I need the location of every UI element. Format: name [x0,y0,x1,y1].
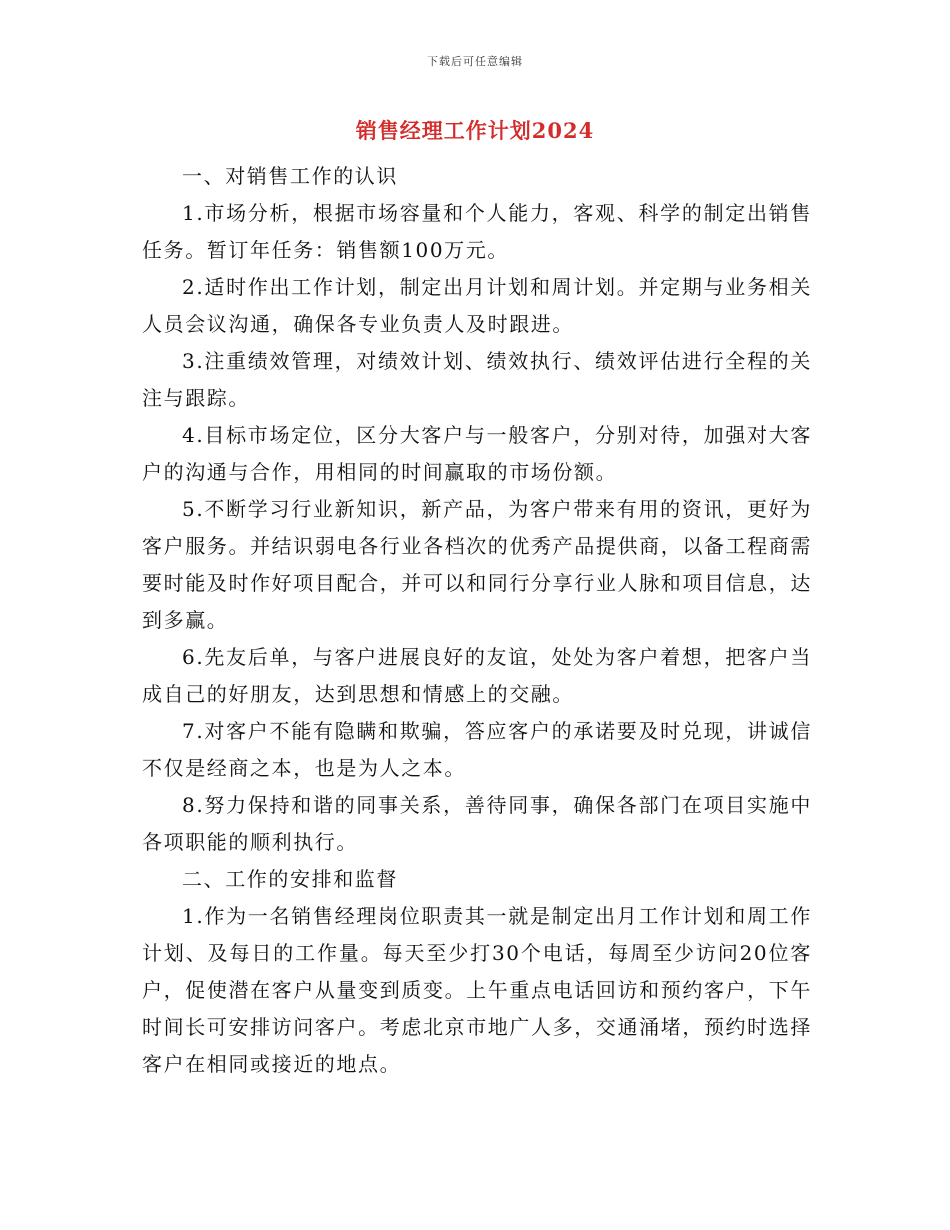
document-title: 销售经理工作计划2024 [355,118,595,143]
paragraph-item-6: 6.先友后单，与客户进展良好的友谊，处处为客户着想，把客户当成自己的好朋友，达到思想和情感上的交融。 [142,645,812,706]
document-body [142,158,812,1083]
paragraph-item-4: 4.目标市场定位，区分大客户与一般客户，分别对待，加强对大客户的沟通与合作，用相同的时间赢取的市场份额。 [142,423,812,484]
header-note: 下载后可任意编辑 [427,55,523,68]
paragraph-item-8: 8.努力保持和谐的同事关系，善待同事，确保各部门在项目实施中各项职能的顺利执行。 [142,793,812,854]
section-heading-arrangement: 二、工作的安排和监督 [182,867,398,891]
section-heading-understanding: 一、对销售工作的认识 [182,164,398,188]
paragraph-item-7: 7.对客户不能有隐瞒和欺骗，答应客户的承诺要及时兑现，讲诚信不仅是经商之本，也是为人之本。 [142,719,812,780]
paragraph-item-3: 3.注重绩效管理，对绩效计划、绩效执行、绩效评估进行全程的关注与跟踪。 [142,349,812,410]
paragraph-item-1: 1.市场分析，根据市场容量和个人能力，客观、科学的制定出销售任务。暂订年任务：销售额100万元。 [142,201,812,262]
paragraph-item-5: 5.不断学习行业新知识，新产品，为客户带来有用的资讯，更好为客户服务。并结识弱电各行业各档次的优秀产品提供商，以备工程商需要时能及时作好项目配合，并可以和同行分享行业人脉和项目信息，达到多赢。 [142,497,812,632]
paragraph-arrangement-1: 1.作为一名销售经理岗位职责其一就是制定出月工作计划和周工作计划、及每日的工作量。每天至少打30个电话，每周至少访问20位客户，促使潜在客户从量变到质变。上午重点电话回访和预约客户，下午时间长可安排访问客户。考虑北京市地广人多，交通涌堵，预约时选择客户在相同或接近的地点。 [142,904,812,1076]
paragraph-item-2: 2.适时作出工作计划，制定出月计划和周计划。并定期与业务相关人员会议沟通，确保各专业负责人及时跟进。 [142,275,812,336]
